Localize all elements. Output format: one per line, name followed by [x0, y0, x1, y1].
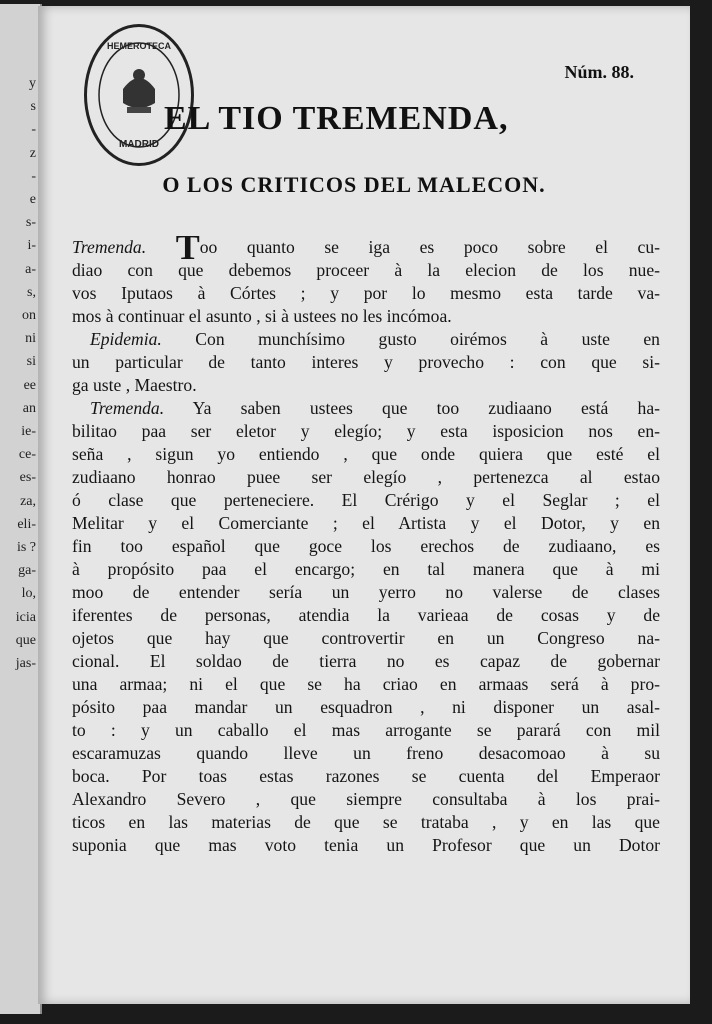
line-text: oo quanto se iga es poco sobre el cu-	[199, 237, 660, 257]
stamp-seal-icon	[87, 27, 191, 163]
text-line	[72, 834, 660, 857]
left-page-fragment: is ?	[16, 540, 36, 555]
left-page-fragment: icia	[15, 609, 36, 625]
line-text: Ya saben ustees que too zudiaano está ha-	[192, 398, 660, 418]
line-text: ojetos que hay que controvertir en un Congreso na-	[72, 628, 660, 648]
text-line	[72, 466, 660, 489]
left-page-fragment: za,	[20, 493, 36, 509]
left-page-edge	[0, 4, 42, 1014]
left-page-fragment: z	[29, 145, 36, 161]
left-page-fragment: an	[22, 400, 36, 416]
issue-number: Núm. 88.	[564, 62, 634, 82]
text-line	[72, 374, 660, 397]
text-line	[72, 305, 660, 328]
document-page	[38, 6, 690, 1004]
left-page-fragment: on	[22, 308, 36, 323]
line-text: Con munchísimo gusto oirémos à uste en	[195, 329, 660, 349]
text-line	[72, 696, 660, 719]
page-subtitle: O LOS CRITICOS DEL MALECON.	[162, 172, 546, 197]
text-line	[72, 788, 660, 811]
left-page-fragment: ga-	[18, 563, 36, 579]
line-text: suponia que mas voto tenia un Profesor que un Dotor	[72, 835, 660, 855]
left-page-fragment: ni	[25, 331, 36, 347]
text-line	[72, 673, 660, 696]
body-text	[72, 236, 660, 857]
line-text: una armaa; ni el que se ha criao en armaas será à pro-	[72, 674, 660, 694]
text-line	[72, 581, 660, 604]
left-page-fragment: e	[29, 192, 36, 207]
line-text: cional. El soldao de tierra no es capaz de gobernar	[72, 651, 660, 671]
text-line	[72, 420, 660, 443]
text-line	[72, 558, 660, 581]
line-text: bilitao paa ser eletor y elegío; y esta isposicion nos en-	[72, 421, 660, 441]
left-page-fragment: es-	[19, 470, 36, 486]
line-text: vos Iputaos à Córtes ; y por lo mesmo esta tarde va-	[72, 283, 660, 303]
line-text: ga uste , Maestro.	[72, 375, 197, 395]
line-text: escaramuzas quando lleve un freno desacomoao à su	[72, 743, 660, 763]
text-line	[72, 719, 660, 742]
text-line	[72, 512, 660, 535]
text-line	[72, 443, 660, 466]
left-page-fragment: si	[26, 354, 36, 370]
line-text: moo de entender sería un yerro no valerse de clases	[72, 582, 660, 602]
left-page-fragment: ee	[23, 377, 36, 393]
line-text: boca. Por toas estas razones se cuenta del Emperaor	[72, 766, 660, 786]
speaker-name: Tremenda.	[90, 398, 165, 418]
left-page-fragment: eli-	[17, 516, 36, 532]
line-text: fin too español que goce los erechos de zudiaano, es	[72, 536, 660, 556]
drop-cap: T	[175, 236, 200, 259]
line-text: ó clase que perteneciere. El Crérigo y el Seglar ; el	[72, 490, 660, 510]
left-page-fragment: ie-	[21, 424, 36, 439]
text-line	[72, 535, 660, 558]
text-line	[72, 742, 660, 765]
line-text: mos à continuar el asunto , si à ustees no les incómoa.	[72, 306, 452, 326]
left-page-fragment: lo,	[21, 586, 36, 602]
left-page-fragment: -	[31, 168, 36, 184]
text-line	[72, 627, 660, 650]
left-page-fragment: s-	[25, 215, 36, 231]
text-line	[72, 236, 660, 259]
svg-text:MADRID: MADRID	[119, 139, 159, 150]
svg-text:HEMEROTECA: HEMEROTECA	[106, 41, 172, 51]
left-page-fragment: a-	[25, 261, 36, 277]
text-line	[72, 282, 660, 305]
line-text: pósito paa mandar un esquadron , ni disponer un asal-	[72, 697, 660, 717]
text-line	[72, 811, 660, 834]
line-text: to : y un caballo el mas arrogante se parará con mil	[72, 720, 660, 740]
speaker-name: Epidemia.	[90, 329, 162, 349]
library-stamp	[84, 24, 194, 166]
line-text: iferentes de personas, atendia la varieaa de cosas y de	[72, 605, 660, 625]
page-title: EL TIO TREMENDA,	[164, 100, 509, 137]
line-text: Alexandro Severo , que siempre consultaba à los prai-	[72, 789, 660, 809]
text-line	[72, 328, 660, 351]
left-page-fragment: s	[30, 99, 36, 115]
left-page-fragment: y	[29, 76, 36, 91]
left-page-fragment: i-	[27, 238, 36, 254]
text-line	[72, 489, 660, 512]
line-text: Melitar y el Comerciante ; el Artista y el Dotor, y en	[72, 513, 660, 533]
left-page-fragment: jas-	[15, 656, 36, 671]
line-text: à propósito paa el encargo; en tal manera que à mi	[72, 559, 660, 579]
line-text: zudiaano honrao puee ser elegío , pertenezca al estao	[72, 467, 660, 487]
line-text: ticos en las materias de que se trataba , y en las que	[72, 812, 660, 832]
line-text: un particular de tanto interes y provecho : con que si-	[72, 352, 660, 372]
text-line	[72, 650, 660, 673]
line-text: seña , sigun yo entiendo , que onde quiera que esté el	[72, 444, 660, 464]
line-text: diao con que debemos proceer à la elecion de los nue-	[72, 260, 660, 280]
text-line	[72, 604, 660, 627]
text-line	[72, 259, 660, 282]
left-page-fragment: que	[15, 632, 36, 648]
left-page-fragment: ce-	[18, 447, 36, 463]
left-page-fragment: -	[31, 122, 36, 138]
text-line	[72, 765, 660, 788]
text-line	[72, 397, 660, 420]
text-line	[72, 351, 660, 374]
speaker-name: Tremenda.	[72, 237, 147, 257]
left-page-fragment: s,	[27, 284, 36, 300]
